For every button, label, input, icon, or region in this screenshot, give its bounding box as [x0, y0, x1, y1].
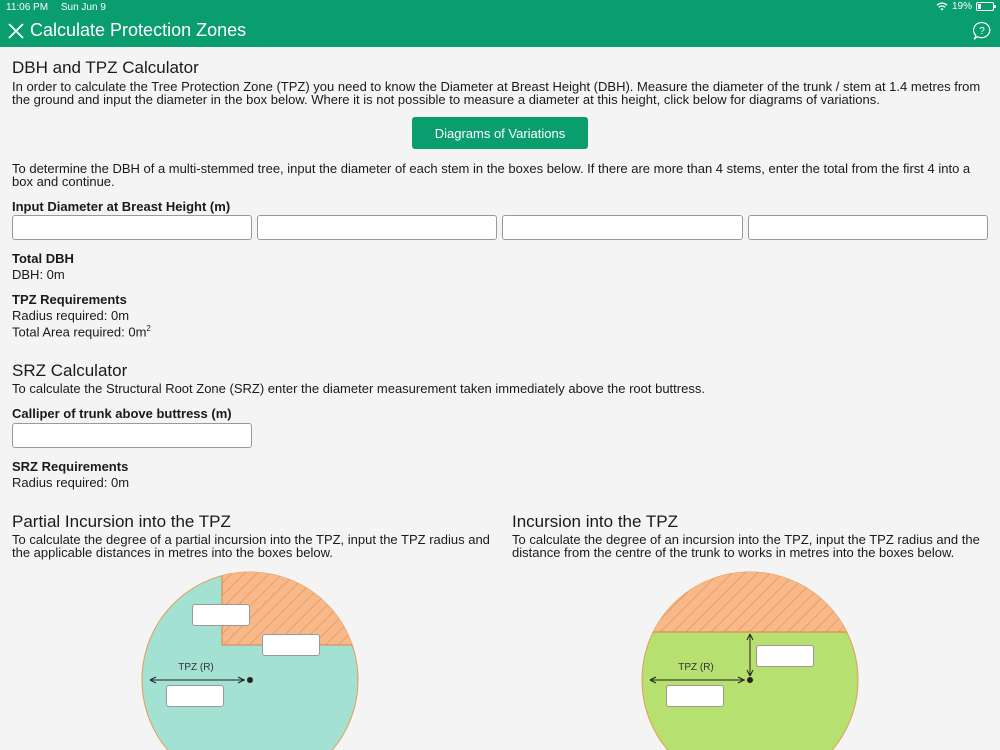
tpz-radius: Radius required: 0m [12, 308, 130, 323]
partial-incursion-line2: the applicable distances in metres into the boxes below. [12, 545, 333, 560]
tpz-area-unit-sup: 2 [146, 324, 151, 333]
help-icon[interactable] [972, 21, 992, 41]
tpz-r-label: TPZ (R) [178, 662, 214, 673]
incursion-tpz-radius-input[interactable] [666, 685, 724, 707]
incursion-heading: Incursion into the TPZ [512, 512, 678, 531]
calliper-input[interactable] [12, 423, 252, 448]
dbh-multi-line1: To determine the DBH of a multi-stemmed tree, input the diameter of each stem in the boxes below. If there are more than 4 stems, enter the total from the first 4 into a [12, 161, 971, 176]
incursion-diagram [630, 560, 870, 750]
tpz-area [12, 324, 151, 339]
status-date: Sun Jun 9 [60, 2, 106, 13]
battery-percent: 19% [951, 1, 972, 12]
nav-bar [0, 14, 1000, 47]
partial-incursion-heading: Partial Incursion into the TPZ [12, 512, 231, 531]
tpz-requirements-label: TPZ Requirements [12, 292, 127, 307]
battery-icon [976, 2, 994, 11]
total-dbh-label: Total DBH [12, 251, 74, 266]
dbh-multi-line2: box and continue. [12, 174, 115, 189]
srz-radius: Radius required: 0m [12, 475, 130, 490]
dbh-stem-input-1[interactable] [12, 215, 252, 240]
dbh-intro-line2: the ground and input the diameter in the box below. Where it is not possible to measure a diameter at this height, click below for diagrams of variations. [12, 92, 880, 107]
srz-requirements-label: SRZ Requirements [12, 459, 129, 474]
incursion-line2: distance from the centre of the trunk to works in metres into the boxes below. [512, 545, 955, 560]
wifi-icon [936, 2, 948, 11]
partial-incursion-diagram [130, 560, 370, 750]
dbh-heading: DBH and TPZ Calculator [12, 58, 199, 77]
partial-incursion-line1: To calculate the degree of a partial incursion into the TPZ, input the TPZ radius and [12, 532, 490, 547]
page-title: Calculate Protection Zones [30, 20, 247, 40]
srz-input-label: Calliper of trunk above buttress (m) [12, 406, 232, 421]
close-icon[interactable] [8, 23, 24, 39]
dbh-intro-line1: In order to calculate the Tree Protection Zone (TPZ) you need to know the Diameter at Breast Height (DBH). Measure the diameter of the trunk / stem at 1.4 metres from [12, 79, 981, 94]
dbh-stem-input-3[interactable] [502, 215, 743, 240]
tpz-r-label: TPZ (R) [678, 662, 714, 673]
total-dbh-value: DBH: 0m [12, 267, 65, 282]
incursion-distance-input[interactable] [756, 645, 814, 667]
dbh-stem-input-4[interactable] [748, 215, 988, 240]
dbh-stem-input-2[interactable] [257, 215, 497, 240]
status-time: 11:06 PM [6, 2, 49, 13]
partial-distance-input-2[interactable] [262, 634, 320, 656]
diagrams-of-variations-button[interactable]: Diagrams of Variations [412, 117, 588, 149]
incursion-area [630, 560, 870, 632]
partial-distance-input-1[interactable] [192, 604, 250, 626]
partial-tpz-radius-input[interactable] [166, 685, 224, 707]
trunk-centre-dot [247, 677, 253, 683]
incursion-line1: To calculate the degree of an incursion into the TPZ, input the TPZ radius and the [512, 532, 980, 547]
trunk-centre-dot [747, 677, 753, 683]
tpz-area-text: Total Area required: 0m [12, 324, 147, 340]
srz-heading: SRZ Calculator [12, 361, 128, 380]
status-bar [0, 0, 1000, 14]
partial-incursion-area [222, 560, 370, 645]
svg-text:?: ? [979, 26, 985, 37]
dbh-input-label: Input Diameter at Breast Height (m) [12, 199, 231, 214]
srz-intro: To calculate the Structural Root Zone (SRZ) enter the diameter measurement taken immediately above the root buttress. [12, 381, 705, 396]
